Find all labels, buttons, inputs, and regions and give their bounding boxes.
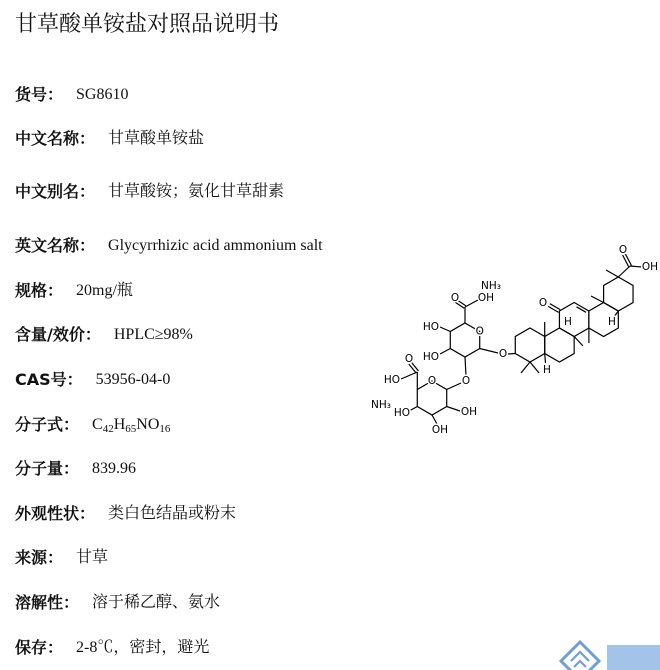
atom-labels (371, 244, 658, 436)
page-title: 甘草酸单铵盐对照品说明书 (15, 12, 280, 37)
formula-count: 16 (159, 423, 171, 435)
bond (521, 362, 530, 373)
bond (465, 357, 466, 376)
bond (530, 362, 539, 373)
field-label: 货号： (15, 85, 64, 104)
formula-element: H (113, 416, 126, 433)
ring-e (604, 277, 633, 311)
logo-outline (561, 642, 599, 670)
field-row-appearance (15, 503, 236, 525)
field-row-english-name (15, 235, 323, 257)
field-value: Glycyrrhizic acid ammonium salt (108, 237, 323, 254)
atom-label: HO (393, 407, 411, 419)
atom-label: HO (383, 374, 401, 386)
bond (508, 354, 515, 355)
bonds (401, 254, 642, 424)
formula-count: 65 (125, 423, 137, 435)
field-row-item-number (15, 84, 128, 106)
atom-label: O (618, 244, 628, 256)
field-label: 溶解性： (15, 593, 80, 612)
atom-label: OH (460, 406, 478, 418)
field-label: 来源： (15, 548, 64, 567)
diamond-logo-icon[interactable] (556, 636, 604, 670)
field-label: 含量/效价： (15, 325, 101, 344)
atom-label: NH₃ (481, 280, 501, 292)
atom-label: O (450, 292, 460, 304)
bond (574, 337, 583, 347)
atom-label: H (608, 316, 616, 328)
field-label: 英文名称： (15, 236, 96, 255)
field-row-specification (15, 280, 133, 302)
bond (447, 383, 461, 390)
field-value: 溶于稀乙醇、氨水 (92, 594, 221, 611)
field-label: 分子式： (15, 415, 80, 434)
atom-label: OH (641, 261, 659, 273)
field-row-molecular-formula (15, 414, 170, 436)
ring-b (545, 328, 574, 362)
bond (591, 296, 604, 303)
atom-label: OH (477, 292, 495, 304)
atom-label: HO (422, 321, 440, 333)
field-label: 外观性状： (15, 504, 96, 523)
field-value: 类白色结晶或粉末 (108, 505, 237, 522)
field-label: 中文别名： (15, 182, 96, 201)
atom-label: H (564, 316, 572, 328)
bond (440, 349, 450, 355)
field-row-source (15, 547, 108, 569)
field-row-purity (15, 324, 193, 346)
bond (440, 327, 450, 332)
atom-label: O (427, 375, 437, 387)
field-row-cas-number (15, 369, 170, 391)
field-label: 规格： (15, 281, 64, 300)
atom-label: NH₃ (371, 399, 391, 411)
atom-label: H (543, 364, 551, 376)
field-value: SG8610 (76, 86, 129, 103)
field-row-molecular-weight (15, 458, 136, 480)
field-row-chinese-alias (15, 181, 284, 203)
bond (577, 307, 587, 313)
field-value: 甘草酸铵；氨化甘草甜素 (108, 183, 285, 200)
field-value: 53956-04-0 (95, 371, 171, 388)
bond (409, 364, 416, 373)
field-value: HPLC≥98% (113, 326, 193, 343)
bond (480, 349, 498, 354)
bond (606, 270, 618, 277)
bond (618, 266, 630, 277)
bond (432, 415, 437, 424)
atom-label: O (498, 348, 508, 360)
ring-a (515, 328, 544, 362)
field-label: CAS号： (15, 370, 83, 389)
molecular-formula-value (92, 414, 170, 436)
bond (409, 407, 417, 412)
bond (630, 266, 642, 267)
formula-element: C (92, 416, 103, 433)
field-row-chinese-name (15, 128, 204, 150)
field-value: 甘草 (76, 549, 109, 566)
chemical-structure (370, 230, 660, 440)
field-label: 分子量： (15, 459, 80, 478)
formula-count: 42 (102, 423, 114, 435)
formula-element: N (136, 416, 148, 433)
field-label: 中文名称： (15, 129, 96, 148)
atom-label: O (475, 325, 484, 338)
bond (623, 255, 629, 267)
field-value: 2-8℃，密封，避光 (76, 639, 210, 656)
atom-label: O (461, 375, 471, 387)
atom-label: O (538, 297, 548, 309)
field-row-solubility (15, 592, 220, 614)
rings (417, 277, 633, 415)
bond (545, 354, 546, 364)
formula-element: O (147, 416, 160, 433)
bond (465, 300, 478, 307)
field-value: 839.96 (92, 460, 137, 477)
atom-label: OH (431, 424, 449, 436)
field-value: 20mg/瓶 (76, 282, 133, 299)
bond (401, 372, 417, 379)
atom-label: O (404, 353, 414, 365)
floating-side-button[interactable] (607, 645, 660, 670)
field-value: 甘草酸单铵盐 (108, 130, 205, 147)
bond (447, 407, 460, 412)
field-row-storage (15, 637, 209, 659)
atom-label: HO (422, 351, 440, 363)
field-label: 保存： (15, 638, 64, 657)
